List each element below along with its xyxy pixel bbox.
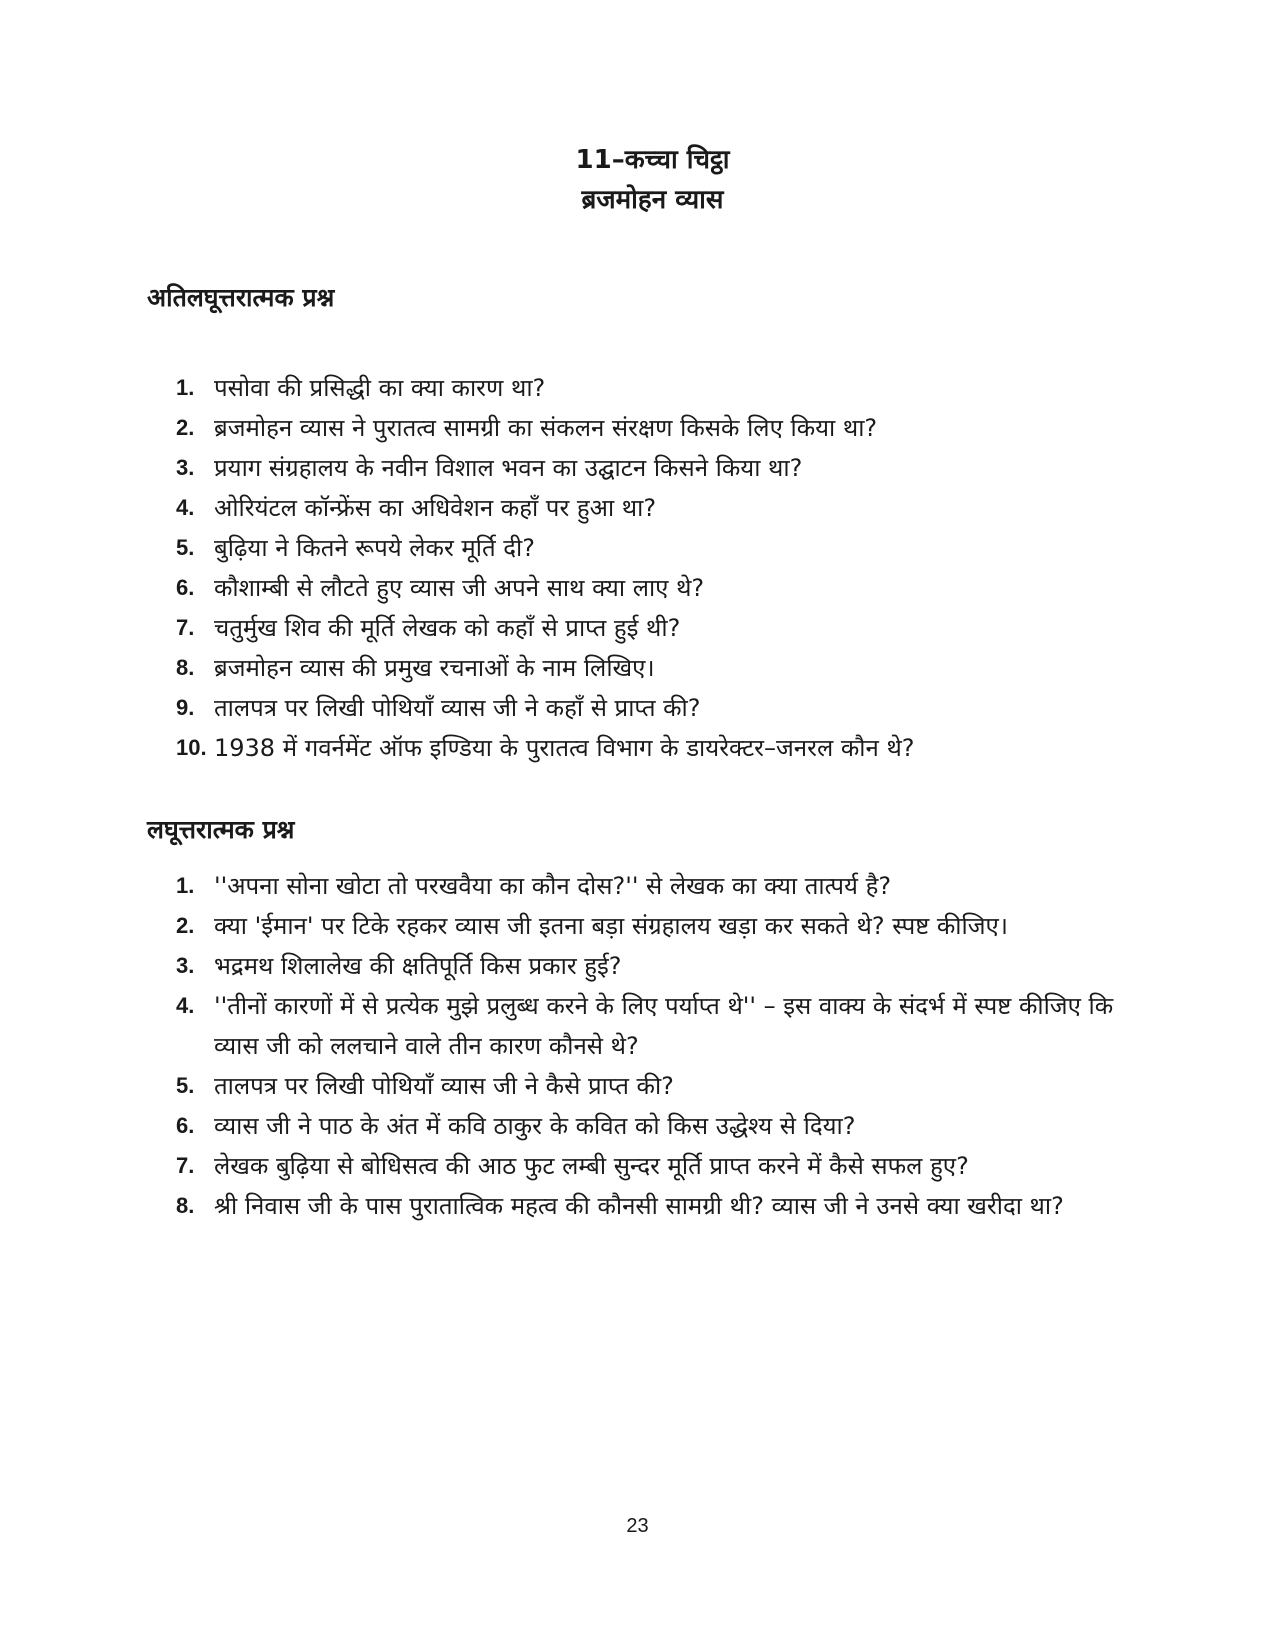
list-item bbox=[176, 1066, 1126, 1106]
question-number: 4. bbox=[176, 993, 195, 1018]
list-item bbox=[176, 648, 1126, 688]
question-number: 3. bbox=[176, 953, 195, 978]
list-item bbox=[176, 1186, 1126, 1226]
chapter-title: 11–कच्चा चिट्ठा bbox=[575, 145, 730, 175]
question-text: श्री निवास जी के पास पुरातात्विक महत्व की कौनसी सामग्री थी? व्यास जी ने उनसे क्या खरीदा था? bbox=[214, 1192, 1064, 1220]
question-text: चतुर्मुख शिव की मूर्ति लेखक को कहाँ से प्राप्त हुई थी? bbox=[214, 614, 681, 642]
question-number: 2. bbox=[176, 415, 195, 440]
question-text: तालपत्र पर लिखी पोथियाँ व्यास जी ने कहाँ से प्राप्त की? bbox=[214, 694, 701, 722]
page-number: 23 bbox=[626, 1515, 649, 1537]
question-number: 1. bbox=[176, 873, 195, 898]
question-text: व्यास जी ने पाठ के अंत में कवि ठाकुर के कवित को किस उद्धेश्य से दिया? bbox=[214, 1112, 856, 1140]
list-item bbox=[176, 1106, 1126, 1146]
question-number: 7. bbox=[176, 1153, 195, 1178]
question-text: बुढ़िया ने कितने रूपये लेकर मूर्ति दी? bbox=[214, 534, 535, 562]
list-item bbox=[176, 488, 1126, 528]
question-number: 9. bbox=[176, 695, 195, 720]
question-number: 8. bbox=[176, 1193, 195, 1218]
question-number: 5. bbox=[176, 535, 195, 560]
question-text: ''तीनों कारणों में से प्रत्येक मुझे प्रलुब्ध करने के लिए पर्याप्त थे'' – इस वाक्य के संदर्भ में स्पष्ट कीजिए कि व्यास जी को ललचाने वाले तीन कारण कौनसे थे? bbox=[214, 992, 1114, 1060]
question-number: 6. bbox=[176, 1113, 195, 1138]
question-number: 5. bbox=[176, 1073, 195, 1098]
list-item bbox=[176, 728, 1126, 768]
list-item bbox=[176, 448, 1126, 488]
short-question-list bbox=[176, 866, 1126, 1226]
list-item bbox=[176, 906, 1126, 946]
list-item bbox=[176, 688, 1126, 728]
question-text: पसोवा की प्रसिद्धी का क्या कारण था? bbox=[214, 374, 546, 402]
chapter-title-block bbox=[0, 140, 1275, 220]
list-item bbox=[176, 368, 1126, 408]
question-number: 7. bbox=[176, 615, 195, 640]
author-name: ब्रजमोहन व्यास bbox=[581, 185, 724, 215]
question-number: 6. bbox=[176, 575, 195, 600]
section-heading-short-questions: लघूत्तरात्मक प्रश्न bbox=[147, 815, 295, 844]
question-text: क्या 'ईमान' पर टिके रहकर व्यास जी इतना बड़ा संग्रहालय खड़ा कर सकते थे? स्पष्ट कीजिए। bbox=[214, 912, 1008, 940]
question-text: ओरियंटल कॉन्फ्रेंस का अधिवेशन कहाँ पर हुआ था? bbox=[214, 494, 657, 522]
question-number: 3. bbox=[176, 455, 195, 480]
question-text: तालपत्र पर लिखी पोथियाँ व्यास जी ने कैसे प्राप्त की? bbox=[214, 1072, 674, 1100]
question-text: ब्रजमोहन व्यास ने पुरातत्व सामग्री का संकलन संरक्षण किसके लिए किया था? bbox=[214, 414, 878, 442]
section-heading-very-short-questions: अतिलघूत्तरात्मक प्रश्न bbox=[147, 283, 335, 312]
question-text: प्रयाग संग्रहालय के नवीन विशाल भवन का उद्घाटन किसने किया था? bbox=[214, 454, 803, 482]
question-number: 4. bbox=[176, 495, 195, 520]
question-number: 10. bbox=[176, 735, 207, 760]
question-number: 1. bbox=[176, 375, 195, 400]
question-text: भद्रमथ शिलालेख की क्षतिपूर्ति किस प्रकार हुई? bbox=[214, 952, 622, 980]
list-item bbox=[176, 608, 1126, 648]
question-text: लेखक बुढ़िया से बोधिसत्व की आठ फुट लम्बी सुन्दर मूर्ति प्राप्त करने में कैसे सफल हुए? bbox=[214, 1152, 969, 1180]
question-text: 1938 में गवर्नमेंट ऑफ इण्डिया के पुरातत्व विभाग के डायरेक्टर–जनरल कौन थे? bbox=[214, 734, 915, 762]
list-item bbox=[176, 408, 1126, 448]
list-item bbox=[176, 1146, 1126, 1186]
list-item bbox=[176, 568, 1126, 608]
list-item bbox=[176, 986, 1126, 1066]
question-number: 2. bbox=[176, 913, 195, 938]
question-text: ''अपना सोना खोटा तो परखवैया का कौन दोस?'' से लेखक का क्या तात्पर्य है? bbox=[214, 872, 892, 900]
list-item bbox=[176, 866, 1126, 906]
list-item bbox=[176, 946, 1126, 986]
question-number: 8. bbox=[176, 655, 195, 680]
very-short-question-list bbox=[176, 368, 1126, 768]
question-text: ब्रजमोहन व्यास की प्रमुख रचनाओं के नाम लिखिए। bbox=[214, 654, 655, 682]
question-text: कौशाम्बी से लौटते हुए व्यास जी अपने साथ क्या लाए थे? bbox=[214, 574, 705, 602]
list-item bbox=[176, 528, 1126, 568]
